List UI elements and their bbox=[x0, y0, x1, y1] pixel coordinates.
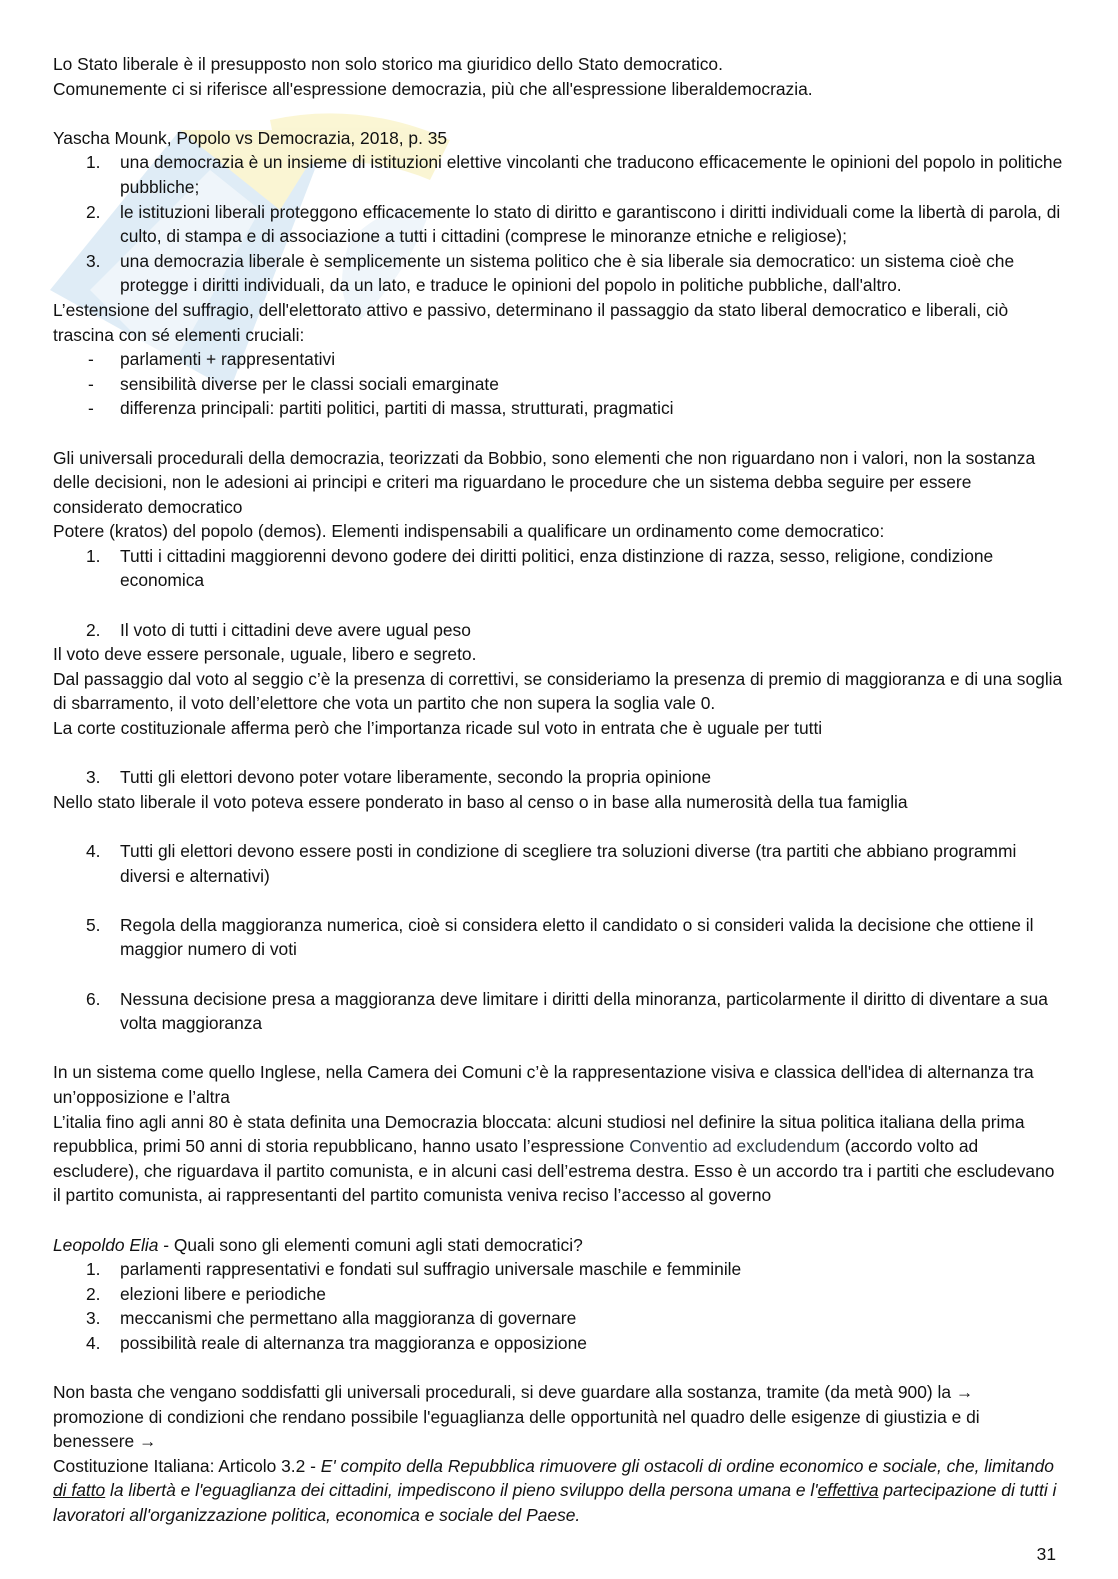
intro-line-1: Lo Stato liberale è il presupposto non solo storico ma giuridico dello Stato democratico. bbox=[53, 54, 723, 74]
voto-line: Il voto deve essere personale, uguale, libero e segreto. bbox=[53, 644, 477, 665]
voto-line: Dal passaggio dal voto al seggio c’è la presenza di correttivi, se consideriamo la presenza di premio di maggioranza e di una soglia di sbarramento, il voto dell’elettore che vota un partito che non supera la soglia vale 0. bbox=[53, 668, 1063, 714]
conventio-term: Conventio ad excludendum bbox=[629, 1136, 840, 1157]
suffragio-paragraph: L’estensione del suffragio, dell'elettorato attivo e passivo, determinano il passaggio da stato liberal democratico e liberali, ciò trascina con sé elementi cruciali: bbox=[53, 299, 1009, 345]
list-number: 3. bbox=[86, 767, 101, 788]
suffragio-list bbox=[53, 347, 1063, 421]
inglese-paragraph: In un sistema come quello Inglese, nella Camera dei Comuni c’è la rappresentazione visiva e classica dell'idea di alternanza tra un’opposizione e l’altra bbox=[53, 1062, 1034, 1107]
quote-underlined: di fatto bbox=[53, 1480, 106, 1501]
intro-line-2: Comunemente ci si riferisce all'espressione democrazia, più che all'espressione liberaldemocrazia. bbox=[53, 78, 813, 99]
list-number: 1. bbox=[86, 545, 101, 566]
list-dash: - bbox=[88, 349, 94, 370]
list-number: 3. bbox=[86, 250, 101, 271]
list-number: 5. bbox=[86, 914, 101, 935]
list-item bbox=[53, 839, 1063, 888]
list-text: sensibilità diverse per le classi sociali emarginate bbox=[120, 373, 499, 394]
list-text: Tutti i cittadini maggiorenni devono godere dei diritti politici, enza distinzione di razza, sesso, religione, condizione economica bbox=[120, 545, 994, 591]
quote-text: partecipazione di tutti i lavoratori all'organizzazione politica, economica e sociale del Paese. bbox=[53, 1480, 1057, 1526]
list-number: 4. bbox=[86, 1332, 101, 1353]
italia-paragraph bbox=[53, 1110, 1063, 1208]
list-text: Tutti gli elettori devono poter votare liberamente, secondo la propria opinione bbox=[120, 767, 711, 788]
list-item bbox=[53, 765, 1063, 790]
list-number: 1. bbox=[86, 152, 101, 173]
list-text: le istituzioni liberali proteggono efficacemente lo stato di diritto e garantiscono i diritti individuali come la libertà di parola, di culto, di stampa e di associazione a tutti i cittadini (comprese le minoranze etniche e religiose); bbox=[120, 201, 1061, 247]
list-text: Il voto di tutti i cittadini deve avere ugual peso bbox=[120, 619, 471, 640]
kratos-paragraph: Potere (kratos) del popolo (demos). Elementi indispensabili a qualificare un ordinamento come democratico: bbox=[53, 521, 885, 542]
mounk-list bbox=[53, 150, 1063, 298]
list-text: elezioni libere e periodiche bbox=[120, 1283, 326, 1304]
sostanza-paragraph: Non basta che vengano soddisfatti gli universali procedurali, si deve guardare alla sostanza, tramite (da metà 900) la → promozione di condizioni che rendano possibile l'eguaglianza delle opportunità nel quadro delle esigenze di giustizia e di benessere → bbox=[53, 1382, 980, 1452]
elia-heading bbox=[53, 1233, 1063, 1258]
list-text: parlamenti + rappresentativi bbox=[120, 349, 336, 370]
list-number: 2. bbox=[86, 201, 101, 222]
list-item bbox=[53, 987, 1063, 1036]
list-number: 4. bbox=[86, 841, 101, 861]
list-number: 2. bbox=[86, 619, 101, 640]
list-number: 6. bbox=[86, 988, 101, 1009]
list-item bbox=[53, 913, 1063, 962]
elia-author: Leopoldo Elia bbox=[53, 1234, 159, 1255]
list-text: differenza principali: partiti politici, partiti di massa, strutturati, pragmatici bbox=[120, 398, 674, 419]
list-number: 2. bbox=[86, 1283, 101, 1304]
list-item bbox=[53, 372, 1063, 397]
list-item bbox=[53, 347, 1063, 372]
list-number: 3. bbox=[86, 1308, 101, 1329]
list-dash: - bbox=[88, 398, 94, 419]
list-text: possibilità reale di alternanza tra maggioranza e opposizione bbox=[120, 1332, 587, 1353]
quote-text: E' compito della Repubblica rimuovere gli ostacoli di ordine economico e sociale, che, limitando bbox=[320, 1455, 1054, 1476]
list-text: Tutti gli elettori devono essere posti in condizione di scegliere tra soluzioni diverse (tra partiti che abbiano programmi diversi e alternativi) bbox=[120, 841, 1017, 886]
list-text: una democrazia è un insieme di istituzioni elettive vincolanti che traducono efficacemente le opinioni del popolo in politiche pubbliche; bbox=[120, 152, 1063, 197]
list-number: 1. bbox=[86, 1259, 101, 1280]
list-text: Regola della maggioranza numerica, cioè si considera eletto il candidato o si consideri valida la decisione che ottiene il maggior numero di voti bbox=[120, 914, 1034, 960]
italia-text: L’italia fino agli anni 80 è stata definita una Democrazia bloccata: alcuni studiosi nel definire la situa politica italiana della prima repubblica, primi 50 anni di storia repubblicano, hanno usato l’espressione bbox=[53, 1111, 1025, 1157]
list-item bbox=[53, 544, 1063, 593]
list-item bbox=[53, 1306, 1063, 1331]
costituzione-paragraph bbox=[53, 1454, 1063, 1528]
elia-question: - Quali sono gli elementi comuni agli stati democratici? bbox=[158, 1234, 583, 1255]
censo-paragraph: Nello stato liberale il voto poteva essere ponderato in baso al censo o in base alla numerosità della tua famiglia bbox=[53, 791, 908, 812]
list-item bbox=[53, 1331, 1063, 1356]
quote-text: la libertà e l'eguaglianza dei cittadini, impediscono il pieno sviluppo della persona umana e l' bbox=[105, 1480, 818, 1501]
list-item bbox=[53, 396, 1063, 421]
mounk-citation: Yascha Mounk, Popolo vs Democrazia, 2018, p. 35 bbox=[53, 127, 448, 148]
elia-list bbox=[53, 1257, 1063, 1355]
bobbio-paragraph: Gli universali procedurali della democrazia, teorizzati da Bobbio, sono elementi che non riguardano non i valori, non la sostanza delle decisioni, non le adesioni ai principi e criteri ma riguardano le procedure che un sistema debba seguire per essere considerato democratico bbox=[53, 447, 1036, 517]
list-item bbox=[53, 618, 1063, 643]
list-text: Nessuna decisione presa a maggioranza deve limitare i diritti della minoranza, particolarmente il diritto di diventare a sua volta maggioranza bbox=[120, 988, 1048, 1034]
list-text: parlamenti rappresentativi e fondati sul suffragio universale maschile e femminile bbox=[120, 1259, 742, 1280]
list-item bbox=[53, 1282, 1063, 1307]
list-text: meccanismi che permettano alla maggioranza di governare bbox=[120, 1308, 577, 1329]
document-body bbox=[53, 52, 1063, 1528]
list-item bbox=[53, 1257, 1063, 1282]
italia-text: (accordo volto ad escludere), che riguardava il partito comunista, e in alcuni casi dell’estrema destra. Esso è un accordo tra i partiti che escludevano il partito comunista, ai rappresentanti del partito comunista veniva reciso l’accesso al governo bbox=[53, 1136, 1055, 1206]
page-number: 31 bbox=[1036, 1544, 1056, 1564]
list-dash: - bbox=[88, 373, 94, 394]
list-text: una democrazia liberale è semplicemente un sistema politico che è sia liberale sia democratico: un sistema cioè che protegge i diritti individuali, da un lato, e traduce le opinioni del popolo in politiche pubbliche, dall'altro. bbox=[120, 250, 1015, 296]
list-item bbox=[53, 249, 1063, 298]
list-item bbox=[53, 150, 1063, 199]
list-item bbox=[53, 200, 1063, 249]
quote-underlined: effettiva bbox=[817, 1480, 879, 1501]
voto-line: La corte costituzionale afferma però che l’importanza ricade sul voto in entrata che è uguale per tutti bbox=[53, 718, 823, 739]
costituzione-label: Costituzione Italiana: Articolo 3.2 - bbox=[53, 1455, 321, 1476]
